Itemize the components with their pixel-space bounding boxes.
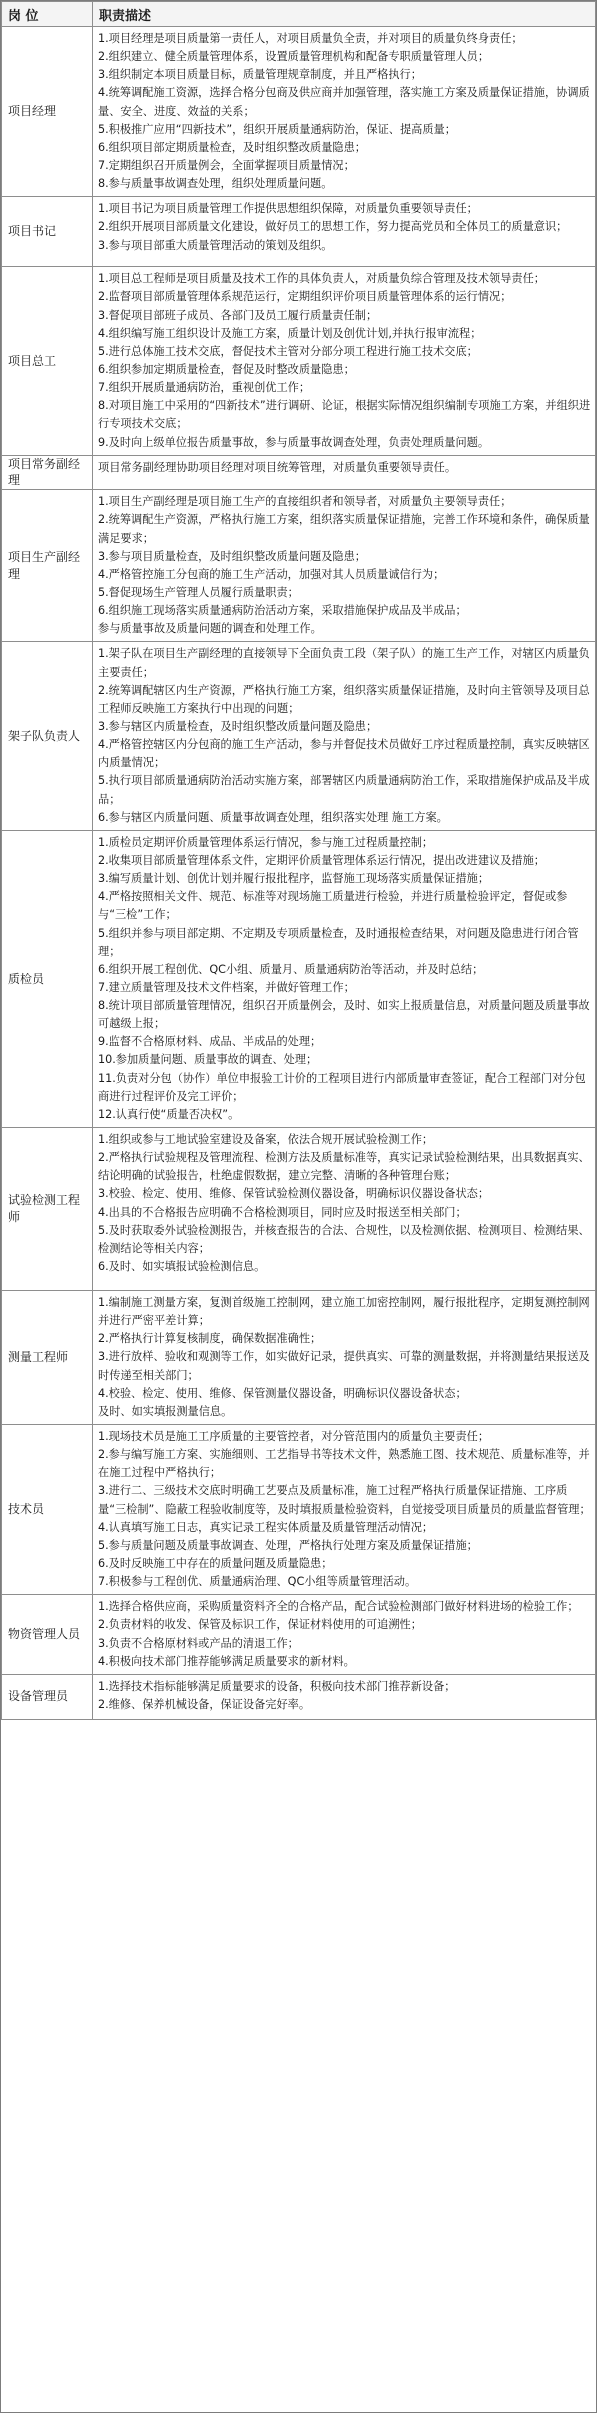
duty-item: 10.参加质量问题、质量事故的调查、处理； — [98, 1053, 318, 1067]
duty-item: 12.认真行使“质量否决权”。 — [98, 1107, 240, 1121]
table-row — [2, 1425, 596, 1595]
duty-item: 2.统筹调配生产资源，严格执行施工方案，组织落实质量保证措施，完善工作环境和条件，确保质量满足要求； — [98, 513, 590, 545]
duty-item: 3.进行二、三级技术交底时明确工艺要点及质量标准，施工过程严格执行质量保证措施、工序质量“三检制”、隐蔽工程验收制度等，及时填报质量检验资料，自觉接受项目质量员的质量监督管理； — [98, 1484, 591, 1516]
duties-cell — [93, 830, 596, 1127]
table-row — [2, 267, 596, 455]
table-row — [2, 1595, 596, 1675]
duty-item: 3.校验、检定、使用、维修、保管试验检测仪器设备，明确标识仪器设备状态； — [98, 1187, 490, 1201]
duty-item: 5.组织并参与项目部定期、不定期及专项质量检查，及时通报检查结果，对问题及隐患进行闭合管理； — [98, 926, 579, 958]
duty-item: 3.负责不合格原材料或产品的清退工作； — [98, 1636, 299, 1650]
role-cell: 架子队负责人 — [2, 642, 93, 830]
duty-item: 6.及时、如实填报试验检测信息。 — [98, 1260, 266, 1274]
table-row — [2, 642, 596, 830]
role-cell: 技术员 — [2, 1425, 93, 1595]
duty-item: 3.参与辖区内质量检查，及时组织整改质量问题及隐患； — [98, 719, 378, 733]
header-duties: 职责描述 — [93, 2, 596, 27]
duty-item: 2.组织建立、健全质量管理体系，设置质量管理机构和配备专职质量管理人员； — [98, 50, 490, 64]
duties-cell — [93, 1674, 596, 1719]
duty-item: 5.进行总体施工技术交底，督促技术主管对分部分项工程进行施工技术交底； — [98, 344, 478, 358]
table-row — [2, 1674, 596, 1719]
duties-table — [1, 1, 596, 1720]
duties-cell — [93, 1128, 596, 1291]
duty-item: 9.监督不合格原材料、成品、半成品的处理； — [98, 1035, 322, 1049]
role-cell: 项目总工 — [2, 267, 93, 455]
duty-item: 4.严格按照相关文件、规范、标准等对现场施工质量进行检验，并进行质量检验评定，督促或参与“三检”工作； — [98, 890, 568, 922]
duty-item: 5.及时获取委外试验检测报告，并核查报告的合法、合规性，以及检测依据、检测项目、检测结果、检测结论等相关内容； — [98, 1223, 590, 1255]
duty-item: 4.出具的不合格报告应明确不合格检测项目，同时应及时报送至相关部门； — [98, 1205, 467, 1219]
duty-item: 7.定期组织召开质量例会，全面掌握项目质量情况； — [98, 158, 355, 172]
duty-item: 1.选择合格供应商，采购质量资料齐全的合格产品，配合试验检测部门做好材料进场的检验工作； — [98, 1600, 579, 1614]
duties-cell — [93, 27, 596, 197]
duty-item: 4.校验、检定、使用、维修、保管测量仪器设备，明确标识仪器设备状态； — [98, 1386, 467, 1400]
role-cell: 物资管理人员 — [2, 1595, 93, 1675]
duty-item: 7.建立质量管理及技术文件档案，并做好管理工作； — [98, 980, 355, 994]
duty-item: 6.组织施工现场落实质量通病防治活动方案，采取措施保护成品及半成品； — [98, 604, 467, 618]
role-cell: 测量工程师 — [2, 1291, 93, 1425]
duty-item: 6.参与辖区内质量问题、质量事故调查处理，组织落实处理 施工方案。 — [98, 810, 448, 824]
duty-item: 4.认真填写施工日志，真实记录工程实体质量及质量管理活动情况； — [98, 1520, 434, 1534]
duty-item: 4.积极向技术部门推荐能够满足质量要求的新材料。 — [98, 1654, 355, 1668]
duty-item: 2.参与编写施工方案、实施细则、工艺指导书等技术文件，熟悉施工图、技术规范、质量标准等，并在施工过程中严格执行； — [98, 1448, 590, 1480]
role-cell: 试验检测工程师 — [2, 1128, 93, 1291]
duty-item: 1.项目书记为项目质量管理工作提供思想组织保障，对质量负重要领导责任； — [98, 202, 478, 216]
duty-item: 1.项目总工程师是项目质量及技术工作的具体负责人，对质量负综合管理及技术领导责任； — [98, 272, 545, 286]
duty-item: 4.组织编写施工组织设计及施工方案，质量计划及创优计划,并执行报审流程； — [98, 326, 482, 340]
role-cell: 质检员 — [2, 830, 93, 1127]
duty-item: 2.统筹调配辖区内生产资源，严格执行施工方案，组织落实质量保证措施，及时向主管领导及项目总工程师反映施工方案执行中出现的问题； — [98, 683, 590, 715]
duty-item: 5.执行项目部质量通病防治活动实施方案，部署辖区内质量通病防治工作，采取措施保护成品及半成品； — [98, 774, 590, 806]
duties-cell — [93, 197, 596, 267]
duty-item: 6.组织项目部定期质量检查，及时组织整改质量隐患； — [98, 140, 366, 154]
duty-item: 1.质检员定期评价质量管理体系运行情况，参与施工过程质量控制； — [98, 835, 434, 849]
role-cell: 项目书记 — [2, 197, 93, 267]
duty-item: 参与质量事故及质量问题的调查和处理工作。 — [98, 622, 322, 636]
duties-cell — [93, 1425, 596, 1595]
table-header-row — [2, 2, 596, 27]
duty-item: 2.严格执行试验规程及管理流程、检测方法及质量标准等，真实记录试验检测结果，出具数据真实、结论明确的试验报告，杜绝虚假数据，建立完整、清晰的各种管理台账； — [98, 1151, 590, 1183]
duty-item: 5.参与质量问题及质量事故调查、处理，严格执行处理方案及质量保证措施； — [98, 1538, 478, 1552]
table-row — [2, 1291, 596, 1425]
table-row — [2, 455, 596, 490]
duty-item: 4.严格管控辖区内分包商的施工生产活动，参与并督促技术员做好工序过程质量控制，真实反映辖区内质量情况； — [98, 738, 590, 770]
duties-cell — [93, 267, 596, 455]
duty-item: 2.严格执行计算复核制度，确保数据准确性； — [98, 1332, 322, 1346]
duty-item: 3.参与项目质量检查，及时组织整改质量问题及隐患； — [98, 549, 366, 563]
table-row — [2, 490, 596, 642]
duty-item: 5.积极推广应用“四新技术”，组织开展质量通病防治，保证、提高质量； — [98, 122, 456, 136]
duty-item: 7.组织开展质量通病防治，重视创优工作； — [98, 381, 311, 395]
duty-item: 1.现场技术员是施工工序质量的主要管控者，对分管范围内的质量负主要责任； — [98, 1430, 490, 1444]
table-row — [2, 830, 596, 1127]
duties-cell — [93, 490, 596, 642]
duty-item: 8.参与质量事故调查处理，组织处理质量问题。 — [98, 177, 333, 191]
duty-item: 2.组织开展项目部质量文化建设，做好员工的思想工作，努力提高党员和全体员工的质量意识； — [98, 220, 568, 234]
duty-item: 8.对项目施工中采用的“四新技术”进行调研、论证，根据实际情况组织编制专项施工方案，并组织进行专项技术交底； — [98, 399, 591, 431]
duty-item: 4.统筹调配施工资源，选择合格分包商及供应商并加强管理，落实施工方案及质量保证措施，协调质量、安全、进度、效益的关系； — [98, 86, 590, 118]
role-cell: 设备管理员 — [2, 1674, 93, 1719]
duty-item: 2.维修、保养机械设备，保证设备完好率。 — [98, 1698, 311, 1711]
duty-item: 2.监督项目部质量管理体系规范运行，定期组织评价项目质量管理体系的运行情况； — [98, 290, 512, 304]
duties-cell — [93, 1291, 596, 1425]
duty-item: 6.组织参加定期质量检查，督促及时整改质量隐患； — [98, 362, 355, 376]
table-row — [2, 1128, 596, 1291]
duty-item: 9.及时向上级单位报告质量事故，参与质量事故调查处理，负责处理质量问题。 — [98, 435, 490, 449]
header-role: 岗 位 — [2, 2, 93, 27]
duties-cell — [93, 1595, 596, 1675]
duties-cell — [93, 455, 596, 490]
duty-item: 6.组织开展工程创优、QC小组、质量月、质量通病防治等活动，并及时总结； — [98, 962, 484, 976]
role-cell: 项目常务副经理 — [2, 455, 93, 490]
duty-item: 3.编写质量计划、创优计划并履行报批程序，监督施工现场落实质量保证措施； — [98, 872, 490, 886]
duty-item: 1.编制施工测量方案，复测首级施工控制网，建立施工加密控制网，履行报批程序，定期复测控制网并进行严密平差计算； — [98, 1296, 590, 1328]
duty-item: 3.参与项目部重大质量管理活动的策划及组织。 — [98, 238, 333, 252]
role-cell: 项目经理 — [2, 27, 93, 197]
duty-item: 3.进行放样、验收和观测等工作，如实做好记录，提供真实、可靠的测量数据，并将测量结果报送及时传递至相关部门； — [98, 1350, 590, 1382]
duty-item: 2.负责材料的收发、保管及标识工作，保证材料使用的可追溯性； — [98, 1618, 422, 1632]
duty-item: 1.项目经理是项目质量第一责任人，对项目质量负全责，并对项目的质量负终身责任； — [98, 32, 523, 45]
duty-item: 6.及时反映施工中存在的质量问题及质量隐患； — [98, 1557, 333, 1571]
duty-item: 5.督促现场生产管理人员履行质量职责； — [98, 585, 299, 599]
duty-item: 11.负责对分包（协作）单位申报验工计价的工程项目进行内部质量审查签证，配合工程部门对分包商进行过程评价及完工评价； — [98, 1071, 586, 1103]
duty-item: 2.收集项目部质量管理体系文件，定期评价质量管理体系运行情况，提出改进建议及措施； — [98, 853, 545, 867]
duty-item: 4.严格管控施工分包商的施工生产活动，加强对其人员质量诚信行为； — [98, 567, 445, 581]
duty-item: 1.架子队在项目生产副经理的直接领导下全面负责工段（架子队）的施工生产工作，对辖区内质量负主要责任； — [98, 647, 590, 679]
table-row — [2, 27, 596, 197]
duty-item: 7.积极参与工程创优、质量通病治理、QC小组等质量管理活动。 — [98, 1575, 417, 1589]
duty-item: 及时、如实填报测量信息。 — [98, 1404, 233, 1418]
duty-item: 8.统计项目部质量管理情况，组织召开质量例会，及时、如实上报质量信息，对质量问题及质量事故可越级上报； — [98, 999, 590, 1031]
role-cell: 项目生产副经理 — [2, 490, 93, 642]
duty-item: 1.选择技术指标能够满足质量要求的设备，积极向技术部门推荐新设备； — [98, 1679, 456, 1693]
duty-item: 1.组织或参与工地试验室建设及备案，依法合规开展试验检测工作； — [98, 1133, 434, 1147]
table-row — [2, 197, 596, 267]
duty-item: 3.督促项目部班子成员、各部门及员工履行质量责任制； — [98, 308, 378, 322]
duty-item: 1.项目生产副经理是项目施工生产的直接组织者和领导者，对质量负主要领导责任； — [98, 495, 512, 509]
duty-item: 项目常务副经理协助项目经理对项目统筹管理，对质量负重要领导责任。 — [98, 460, 457, 474]
duty-item: 3.组织制定本项目质量目标，质量管理规章制度，并且严格执行； — [98, 68, 422, 82]
duties-cell — [93, 642, 596, 830]
